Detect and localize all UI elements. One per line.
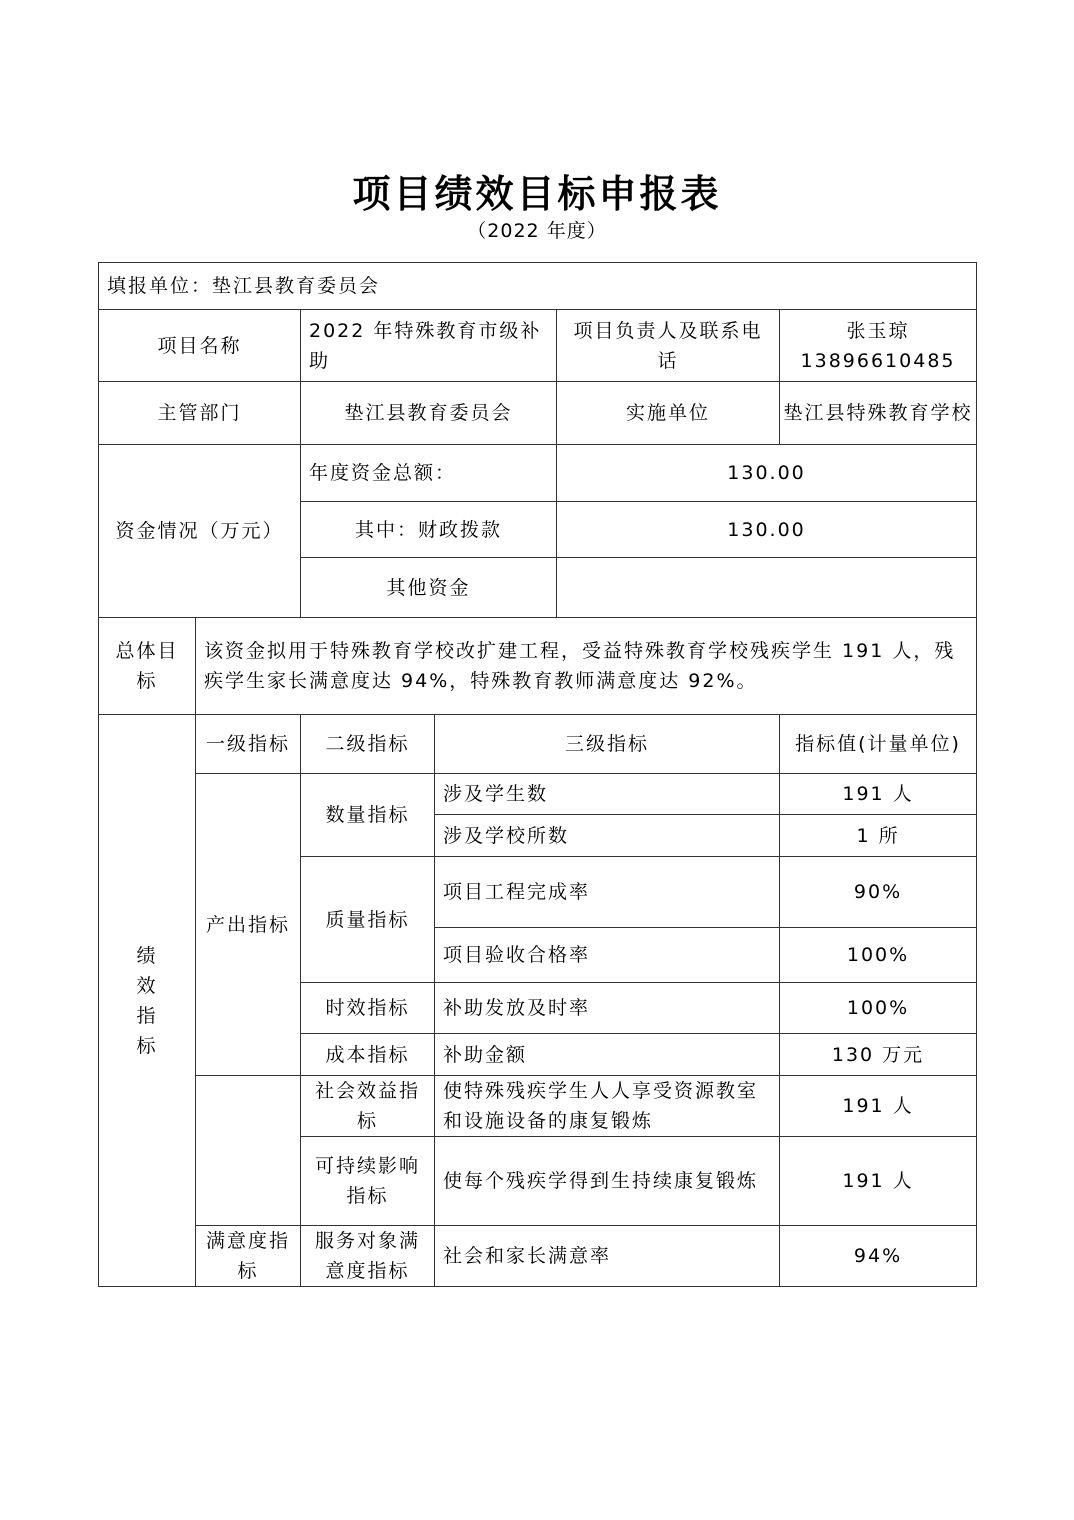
implementing-unit-label: 实施单位 xyxy=(557,382,780,445)
social-benefit-indicator-label: 社会效益指标 xyxy=(301,1076,435,1137)
project-name-value: 2022 年特殊教育市级补助 xyxy=(301,310,557,382)
funding-total-value: 130.00 xyxy=(557,445,977,502)
indicator-row-level3: 涉及学校所数 xyxy=(435,815,780,857)
header-level3: 三级指标 xyxy=(435,715,780,774)
service-satisfaction-indicator-label: 服务对象满意度指标 xyxy=(301,1226,435,1287)
project-name-label: 项目名称 xyxy=(99,310,301,382)
quality-indicator-label: 质量指标 xyxy=(301,857,435,983)
indicator-row-level3: 社会和家长满意率 xyxy=(435,1226,780,1287)
funding-fiscal-value: 130.00 xyxy=(557,502,977,558)
indicator-row-value: 100% xyxy=(780,928,977,983)
implementing-unit-value: 垫江县特殊教育学校 xyxy=(780,382,977,445)
indicator-row-level3: 补助金额 xyxy=(435,1034,780,1076)
indicator-row-value: 191 人 xyxy=(780,1137,977,1226)
indicator-row-value: 100% xyxy=(780,983,977,1034)
indicator-row-value: 191 人 xyxy=(780,1076,977,1137)
header-level1: 一级指标 xyxy=(196,715,301,774)
indicator-row-level3: 项目工程完成率 xyxy=(435,857,780,928)
indicator-row-value: 1 所 xyxy=(780,815,977,857)
header-value: 指标值(计量单位) xyxy=(780,715,977,774)
performance-target-form xyxy=(98,262,977,1287)
sustainability-indicator-label: 可持续影响指标 xyxy=(301,1137,435,1226)
indicator-row-value: 94% xyxy=(780,1226,977,1287)
overall-goal-text: 该资金拟用于特殊教育学校改扩建工程，受益特殊教育学校残疾学生 191 人，残疾学生家长满意度达 94%，特殊教育教师满意度达 92%。 xyxy=(196,618,977,715)
indicator-row-level3: 使特殊残疾学生人人享受资源教室和设施设备的康复锻炼 xyxy=(435,1076,780,1137)
funding-total-label: 年度资金总额： xyxy=(301,445,557,502)
overall-goal-label: 总体目标 xyxy=(99,618,196,715)
performance-indicators-label: 绩效指标 xyxy=(99,715,196,1287)
department-label: 主管部门 xyxy=(99,382,301,445)
indicator-row-level3: 使每个残疾学得到生持续康复锻炼 xyxy=(435,1137,780,1226)
funding-label: 资金情况（万元） xyxy=(99,445,301,618)
funding-other-label: 其他资金 xyxy=(301,558,557,618)
indicator-row-value: 90% xyxy=(780,857,977,928)
indicator-row-level3: 补助发放及时率 xyxy=(435,983,780,1034)
timeliness-indicator-label: 时效指标 xyxy=(301,983,435,1034)
satisfaction-indicator-label: 满意度指标 xyxy=(196,1226,301,1287)
output-indicator-label: 产出指标 xyxy=(196,774,301,1076)
effect-indicator-label xyxy=(196,1076,301,1226)
project-contact-label: 项目负责人及联系电话 xyxy=(557,310,780,382)
project-contact-value: 张玉琼 13896610485 xyxy=(780,310,977,382)
document-subtitle: （2022 年度） xyxy=(467,220,607,242)
funding-other-value xyxy=(557,558,977,618)
funding-fiscal-label: 其中：财政拨款 xyxy=(301,502,557,558)
reporting-unit: 填报单位：垫江县教育委员会 xyxy=(99,263,977,310)
cost-indicator-label: 成本指标 xyxy=(301,1034,435,1076)
department-value: 垫江县教育委员会 xyxy=(301,382,557,445)
header-level2: 二级指标 xyxy=(301,715,435,774)
quantity-indicator-label: 数量指标 xyxy=(301,774,435,857)
document-title: 项目绩效目标申报表 xyxy=(352,172,722,216)
indicator-row-level3: 涉及学生数 xyxy=(435,774,780,815)
indicator-row-value: 130 万元 xyxy=(780,1034,977,1076)
indicator-row-value: 191 人 xyxy=(780,774,977,815)
indicator-row-level3: 项目验收合格率 xyxy=(435,928,780,983)
